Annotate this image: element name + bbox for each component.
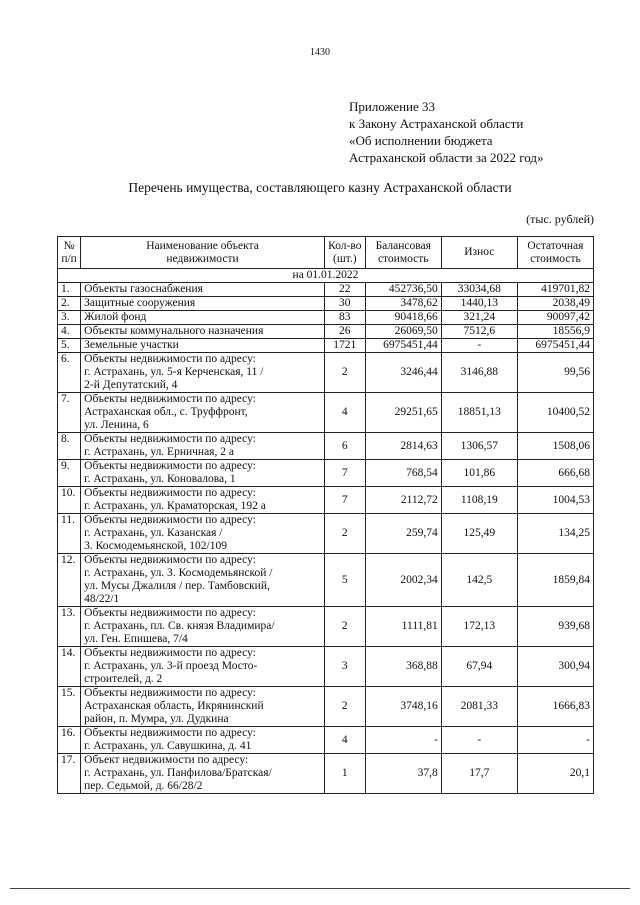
row-name-line: пер. Седьмой, д. 66/28/2 xyxy=(84,780,203,792)
row-number: 15. xyxy=(58,687,81,727)
header-residual: Остаточная стоимость xyxy=(517,237,593,269)
row-depreciation: 1108,19 xyxy=(441,487,517,514)
row-residual: 134,25 xyxy=(517,514,593,554)
row-residual: 99,56 xyxy=(517,353,593,393)
row-depreciation: 101,86 xyxy=(441,460,517,487)
row-number: 4. xyxy=(58,325,81,339)
row-residual: 419701,82 xyxy=(517,283,593,297)
row-residual: 1508,06 xyxy=(517,433,593,460)
row-depreciation: 18851,13 xyxy=(441,393,517,433)
row-name-line: г. Астрахань, ул. 3-й проезд Мосто- xyxy=(84,660,258,672)
row-name-line: Объекты недвижимости по адресу: xyxy=(84,727,256,739)
row-name-line: г. Астрахань, ул. Казанская / xyxy=(84,527,223,539)
table-row xyxy=(58,487,594,514)
row-depreciation: 67,94 xyxy=(441,647,517,687)
row-balance: 90418,66 xyxy=(365,311,441,325)
row-number: 12. xyxy=(58,554,81,607)
table-row xyxy=(58,514,594,554)
row-depreciation: 2081,33 xyxy=(441,687,517,727)
row-name-line: Объекты недвижимости по адресу: xyxy=(84,607,256,619)
row-name xyxy=(81,754,325,794)
row-residual: 2038,49 xyxy=(517,297,593,311)
row-name-line: Объекты недвижимости по адресу: xyxy=(84,647,256,659)
units-note: (тыс. рублей) xyxy=(526,212,594,226)
row-name-line: ул. Мусы Джалиля / пер. Тамбовский, xyxy=(84,580,270,592)
table-row xyxy=(58,554,594,607)
row-name xyxy=(81,433,325,460)
row-name-line: ул. Ген. Епишева, 7/4 xyxy=(84,633,188,645)
row-residual: 90097,42 xyxy=(517,311,593,325)
appendix-line: Приложение 33 xyxy=(349,99,436,114)
row-number: 2. xyxy=(58,297,81,311)
row-number: 17. xyxy=(58,754,81,794)
row-name-line: Астраханская область, Икрянинский xyxy=(84,700,264,712)
row-name-line: 48/22/1 xyxy=(84,593,120,605)
row-name xyxy=(81,647,325,687)
row-depreciation: 33034,68 xyxy=(441,283,517,297)
row-number: 8. xyxy=(58,433,81,460)
row-qty: 5 xyxy=(324,554,365,607)
row-number: 11. xyxy=(58,514,81,554)
row-name-line: Земельные участки xyxy=(84,339,179,351)
row-residual: 666,68 xyxy=(517,460,593,487)
row-residual: 300,94 xyxy=(517,647,593,687)
row-qty: 6 xyxy=(324,433,365,460)
header-num: № п/п xyxy=(58,237,81,269)
row-name-line: г. Астрахань, ул. Панфилова/Братская/ xyxy=(84,767,272,779)
table-row xyxy=(58,460,594,487)
row-name-line: Объект недвижимости по адресу: xyxy=(84,754,249,766)
row-name-line: 2-й Депутатский, 4 xyxy=(84,379,178,391)
row-balance: 3246,44 xyxy=(365,353,441,393)
appendix-line: к Закону Астраханской области xyxy=(349,116,524,131)
row-name-line: Объекты недвижимости по адресу: xyxy=(84,487,256,499)
row-balance: 452736,50 xyxy=(365,283,441,297)
header-balance: Балансовая стоимость xyxy=(365,237,441,269)
row-name-line: район, п. Мумра, ул. Дудкина xyxy=(84,713,229,725)
row-qty: 30 xyxy=(324,297,365,311)
row-depreciation: 172,13 xyxy=(441,607,517,647)
table-row xyxy=(58,687,594,727)
row-number: 16. xyxy=(58,727,81,754)
row-name-line: Астраханская обл., с. Труффронт, xyxy=(84,406,248,418)
row-residual: 6975451,44 xyxy=(517,339,593,353)
row-name-line: г. Астрахань, ул. З. Космодемьянской / xyxy=(84,567,273,579)
row-depreciation: - xyxy=(441,727,517,754)
property-table xyxy=(57,236,594,794)
row-depreciation: 1306,57 xyxy=(441,433,517,460)
row-name-line: строителей, д. 2 xyxy=(84,673,163,685)
row-qty: 22 xyxy=(324,283,365,297)
row-name xyxy=(81,514,325,554)
row-residual: 10400,52 xyxy=(517,393,593,433)
row-balance: 1111,81 xyxy=(365,607,441,647)
row-residual: 1666,83 xyxy=(517,687,593,727)
row-name xyxy=(81,727,325,754)
row-balance: 768,54 xyxy=(365,460,441,487)
date-cell: на 01.01.2022 xyxy=(58,269,594,283)
row-depreciation: 321,24 xyxy=(441,311,517,325)
row-depreciation: 17,7 xyxy=(441,754,517,794)
row-balance: 2112,72 xyxy=(365,487,441,514)
row-number: 13. xyxy=(58,607,81,647)
row-name xyxy=(81,297,325,311)
row-residual: - xyxy=(517,727,593,754)
row-residual: 18556,9 xyxy=(517,325,593,339)
row-balance: 259,74 xyxy=(365,514,441,554)
row-qty: 3 xyxy=(324,647,365,687)
row-name-line: Объекты недвижимости по адресу: xyxy=(84,554,256,566)
table-row xyxy=(58,727,594,754)
row-qty: 2 xyxy=(324,353,365,393)
row-name-line: г. Астрахань, ул. Краматорская, 192 а xyxy=(84,500,266,512)
row-balance: 29251,65 xyxy=(365,393,441,433)
row-name-line: г. Астрахань, пл. Св. князя Владимира/ xyxy=(84,620,275,632)
row-name-line: Жилой фонд xyxy=(84,311,147,323)
row-balance: 2814,63 xyxy=(365,433,441,460)
row-name xyxy=(81,393,325,433)
row-name xyxy=(81,353,325,393)
row-name xyxy=(81,283,325,297)
appendix-line: «Об исполнении бюджета xyxy=(349,133,493,148)
row-qty: 7 xyxy=(324,460,365,487)
table-row xyxy=(58,283,594,297)
table-row xyxy=(58,325,594,339)
row-name-line: Защитные сооружения xyxy=(84,297,196,309)
row-name xyxy=(81,487,325,514)
document-title: Перечень имущества, составляющего казну Астраханской области xyxy=(128,180,512,195)
row-name xyxy=(81,687,325,727)
row-balance: 26069,50 xyxy=(365,325,441,339)
row-name-line: Объекты недвижимости по адресу: xyxy=(84,514,256,526)
row-qty: 26 xyxy=(324,325,365,339)
row-name-line: 3. Космодемьянской, 102/109 xyxy=(84,540,227,552)
row-name-line: Объекты недвижимости по адресу: xyxy=(84,353,256,365)
table-row xyxy=(58,647,594,687)
row-balance: 3478,62 xyxy=(365,297,441,311)
row-number: 3. xyxy=(58,311,81,325)
row-residual: 939,68 xyxy=(517,607,593,647)
row-balance: - xyxy=(365,727,441,754)
row-number: 14. xyxy=(58,647,81,687)
appendix-line: Астраханской области за 2022 год» xyxy=(349,150,544,165)
row-qty: 2 xyxy=(324,514,365,554)
row-name-line: г. Астрахань, ул. Савушкина, д. 41 xyxy=(84,740,252,752)
table-row xyxy=(58,433,594,460)
table-row xyxy=(58,297,594,311)
row-name-line: ул. Ленина, 6 xyxy=(84,419,149,431)
row-qty: 1 xyxy=(324,754,365,794)
row-balance: 368,88 xyxy=(365,647,441,687)
row-name-line: Объекты недвижимости по адресу: xyxy=(84,393,256,405)
row-number: 1. xyxy=(58,283,81,297)
row-depreciation: 3146,88 xyxy=(441,353,517,393)
row-qty: 83 xyxy=(324,311,365,325)
row-depreciation: 125,49 xyxy=(441,514,517,554)
row-name-line: Объекты коммунального назначения xyxy=(84,325,264,337)
row-name-line: Объекты недвижимости по адресу: xyxy=(84,687,256,699)
header-name: Наименование объекта недвижимости xyxy=(81,237,325,269)
row-name xyxy=(81,554,325,607)
row-qty: 2 xyxy=(324,607,365,647)
row-number: 7. xyxy=(58,393,81,433)
row-qty: 7 xyxy=(324,487,365,514)
page-bottom-rule xyxy=(10,888,630,889)
row-balance: 3748,16 xyxy=(365,687,441,727)
table-row xyxy=(58,754,594,794)
row-qty: 4 xyxy=(324,727,365,754)
row-balance: 2002,34 xyxy=(365,554,441,607)
row-residual: 1004,53 xyxy=(517,487,593,514)
row-balance: 37,8 xyxy=(365,754,441,794)
table-row xyxy=(58,339,594,353)
row-name-line: г. Астрахань, ул. 5-я Керченская, 11 / xyxy=(84,366,264,378)
row-name-line: Объекты газоснабжения xyxy=(84,283,203,295)
date-row xyxy=(58,269,594,283)
row-depreciation: - xyxy=(441,339,517,353)
row-name xyxy=(81,311,325,325)
row-number: 6. xyxy=(58,353,81,393)
row-depreciation: 7512,6 xyxy=(441,325,517,339)
row-name xyxy=(81,460,325,487)
table-row xyxy=(58,353,594,393)
row-qty: 4 xyxy=(324,393,365,433)
row-name-line: г. Астрахань, ул. Ерничная, 2 а xyxy=(84,446,234,458)
row-number: 10. xyxy=(58,487,81,514)
row-depreciation: 142,5 xyxy=(441,554,517,607)
row-residual: 1859,84 xyxy=(517,554,593,607)
row-name xyxy=(81,607,325,647)
table-row xyxy=(58,607,594,647)
row-name-line: г. Астрахань, ул. Коновалова, 1 xyxy=(84,473,236,485)
row-name xyxy=(81,339,325,353)
row-number: 9. xyxy=(58,460,81,487)
page-number: 1430 xyxy=(310,47,330,58)
appendix-block xyxy=(349,98,544,166)
row-qty: 1721 xyxy=(324,339,365,353)
row-depreciation: 1440,13 xyxy=(441,297,517,311)
header-qty: Кол-во (шт.) xyxy=(324,237,365,269)
row-residual: 20,1 xyxy=(517,754,593,794)
row-name-line: Объекты недвижимости по адресу: xyxy=(84,460,256,472)
row-qty: 2 xyxy=(324,687,365,727)
row-balance: 6975451,44 xyxy=(365,339,441,353)
table-row xyxy=(58,393,594,433)
table-row xyxy=(58,311,594,325)
row-number: 5. xyxy=(58,339,81,353)
row-name xyxy=(81,325,325,339)
header-depreciation: Износ xyxy=(441,237,517,269)
row-name-line: Объекты недвижимости по адресу: xyxy=(84,433,256,445)
